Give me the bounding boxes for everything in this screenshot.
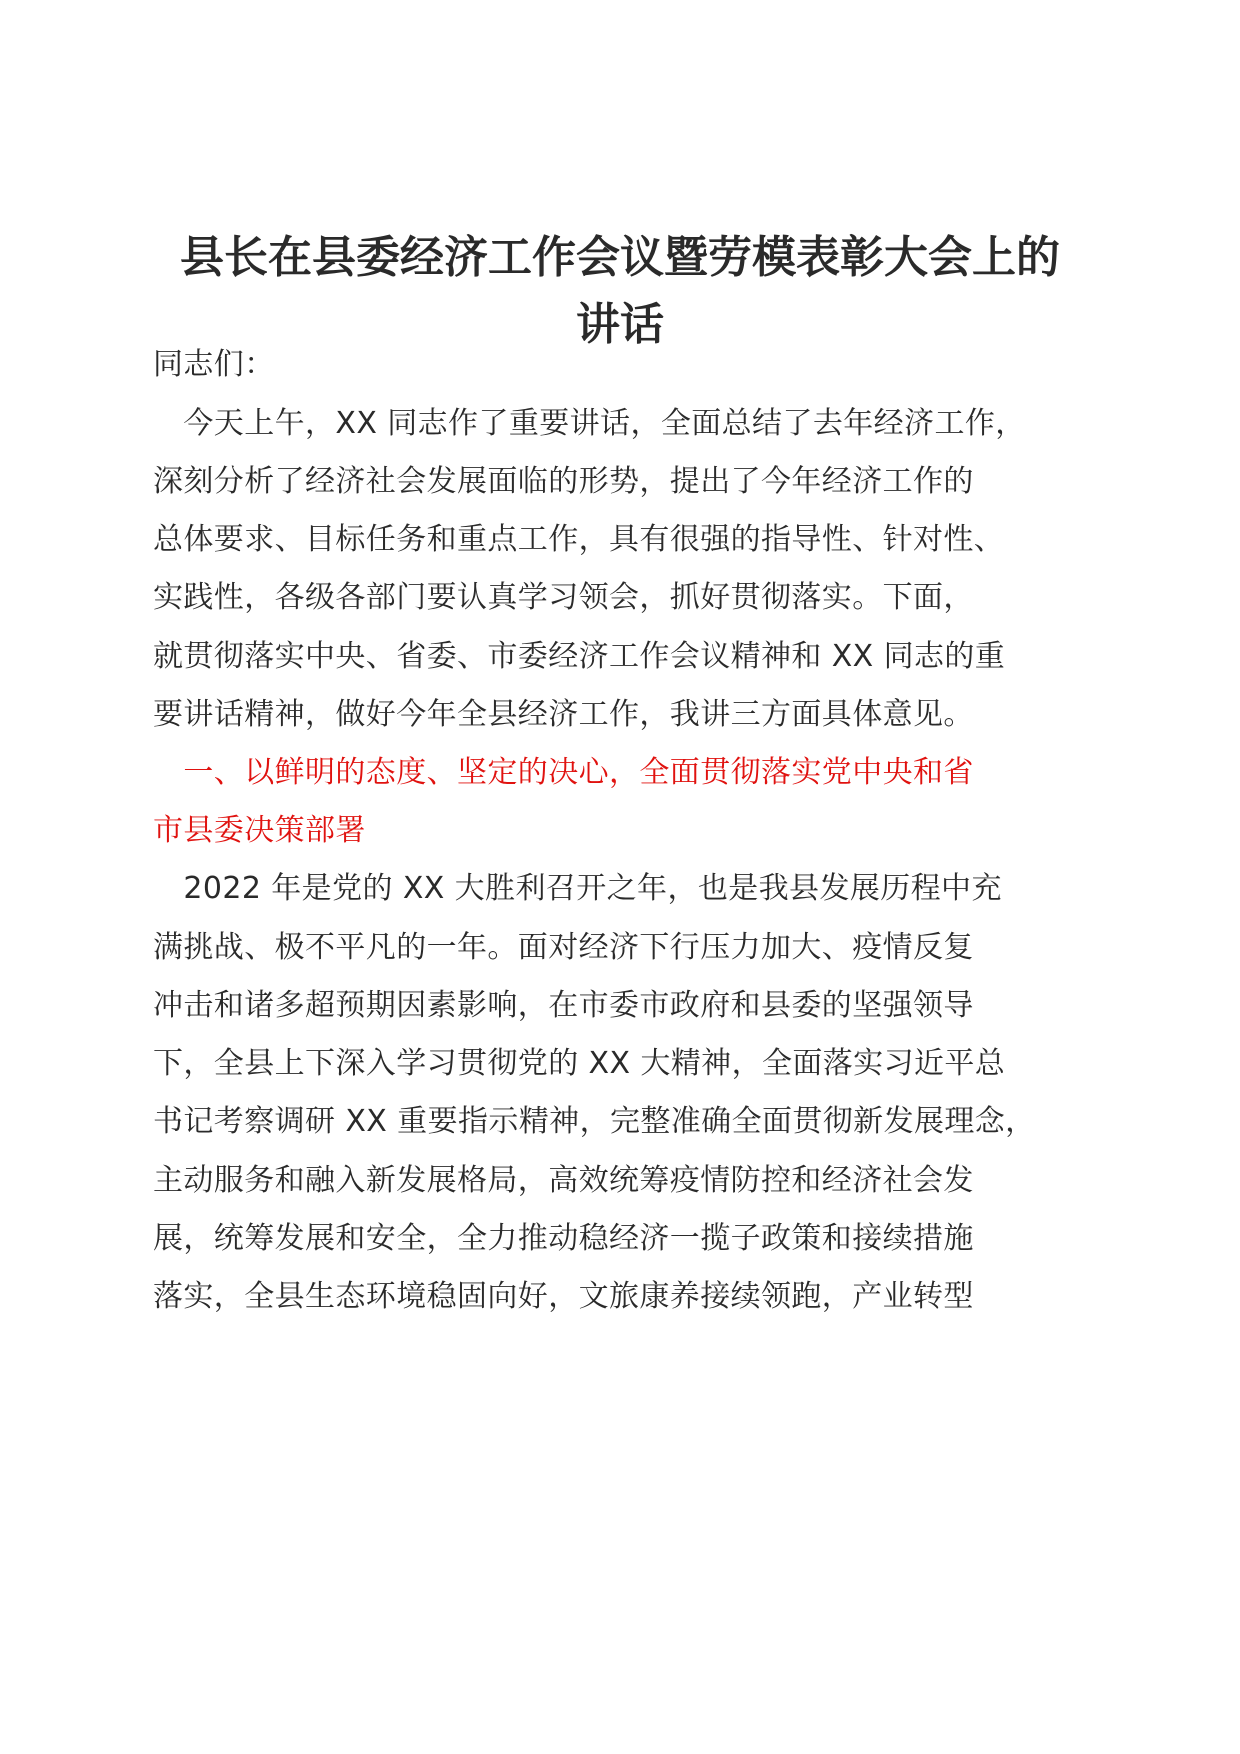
- paragraph-2-line-3: 冲击和诸多超预期因素影响，在市委市政府和县委的坚强领导: [153, 988, 974, 1023]
- salutation: 同志们：: [153, 347, 275, 382]
- document-title-line-2: 讲话: [576, 299, 664, 350]
- paragraph-2-line-8: 落实，全县生态环境稳固向好，文旅康养接续领跑，产业转型: [153, 1279, 974, 1314]
- paragraph-1-line-2: 深刻分析了经济社会发展面临的形势，提出了今年经济工作的: [153, 464, 974, 499]
- section-heading-1-line-1: 一、以鲜明的态度、坚定的决心，全面贯彻落实党中央和省: [153, 755, 974, 790]
- paragraph-1-line-3: 总体要求、目标任务和重点工作，具有很强的指导性、针对性、: [153, 522, 1005, 557]
- paragraph-2-line-2: 满挑战、极不平凡的一年。面对经济下行压力加大、疫情反复: [153, 930, 974, 965]
- paragraph-1-line-1: 今天上午，XX 同志作了重要讲话，全面总结了去年经济工作，: [153, 406, 1026, 441]
- paragraph-2-line-4: 下，全县上下深入学习贯彻党的 XX 大精神，全面落实习近平总: [153, 1046, 1006, 1081]
- paragraph-1-line-5: 就贯彻落实中央、省委、市委经济工作会议精神和 XX 同志的重: [153, 639, 1006, 674]
- paragraph-2-line-7: 展，统筹发展和安全，全力推动稳经济一揽子政策和接续措施: [153, 1221, 974, 1256]
- paragraph-1-line-4: 实践性，各级各部门要认真学习领会，抓好贯彻落实。下面，: [153, 580, 974, 615]
- paragraph-2-line-1: 2022 年是党的 XX 大胜利召开之年，也是我县发展历程中充: [153, 871, 1002, 906]
- paragraph-2-line-5: 书记考察调研 XX 重要指示精神，完整准确全面贯彻新发展理念，: [153, 1104, 1036, 1139]
- paragraph-1-line-6: 要讲话精神，做好今年全县经济工作，我讲三方面具体意见。: [153, 697, 974, 732]
- document-title-line-1: 县长在县委经济工作会议暨劳模表彰大会上的: [180, 232, 1060, 283]
- section-heading-1-line-2: 市县委决策部署: [153, 813, 366, 848]
- paragraph-2-line-6: 主动服务和融入新发展格局，高效统筹疫情防控和经济社会发: [153, 1163, 974, 1198]
